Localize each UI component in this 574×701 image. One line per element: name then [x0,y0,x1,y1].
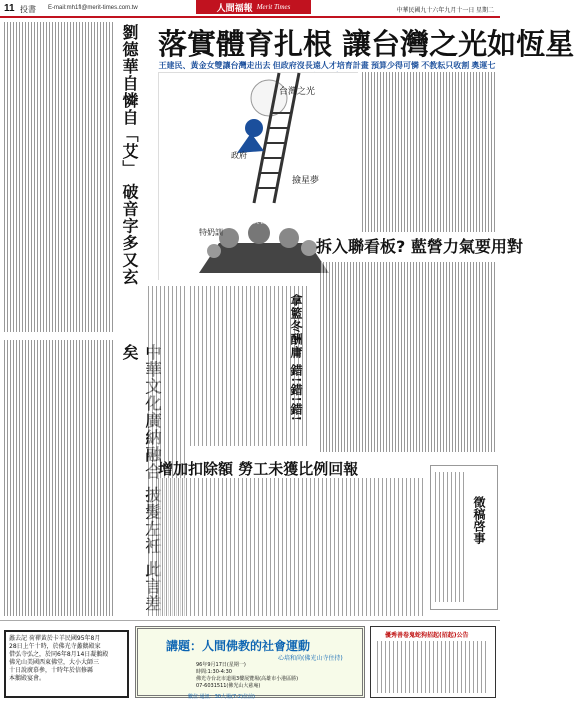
lecture-detail: 佛光寺台北市道場3樓展覽場(高雄市小港區勝) [196,676,299,682]
svg-text:特奶訓: 特奶訓 [199,228,223,237]
contribution-notice [430,465,498,610]
page-number: 11 [4,3,15,14]
lecture-detail: 時間:1:30-4:30 [196,669,232,675]
main-article-body-right [362,72,496,232]
svg-text:政府: 政府 [231,151,247,160]
article-title-4: 拆入聯看板? 藍營力氣要用對 [316,237,523,256]
article-title-5: 增加扣除額 勞工未獲比例回報 [158,460,359,478]
main-subhead: 王建民、黃金女雙讓台灣走出去 但政府沒長遠人才培育計畫 預算少得可憐 不教耘只收割 奧運七 [158,61,496,70]
article-body-5 [158,478,426,616]
ad-line: 28日上午十時，於佛光寺蠡鵝殿家 [9,643,101,650]
article-body-4 [320,262,496,452]
ad-line: 本鵝殿宴會。 [9,675,46,682]
main-headline: 落實體育扎根 讓台灣之光如恆星 [158,27,574,61]
lecture-detail: 96年9月17日(星期一) [196,662,246,668]
svg-text:政客: 政客 [251,216,267,225]
section-label: 投書 [20,5,36,14]
article-title-1: 劉德華自憐自「艾」 破音字多又玄 [120,24,139,286]
lecture-title: 講題：人間佛教的社會運動 [166,639,311,653]
lecture-ad [135,626,365,698]
callout-body [435,472,465,602]
article-title-2: 矣 [120,344,139,361]
page-header [0,0,500,18]
lecture-bottom: 數位‧通訊：30人場(7-2)位前) [188,694,255,700]
article-body-1 [4,22,114,332]
ad-line: 佛光山美國西東佛堂，大小大師三 [9,659,100,666]
notice-title: 優秀善卷鬼蛇狗招起(招起)公告 [385,632,469,639]
masthead [196,0,311,14]
email-link[interactable]: E-mail:mh1fl@merit-times.com.tw [48,5,138,11]
issue-date: 中華民國九十六年九月十一日 星期二 [396,8,494,14]
ad-line: 蠡去記 荷禪黃於卡羊民國95年8月 [9,635,101,642]
svg-text:台灣之光: 台灣之光 [279,87,316,97]
ad-line: 借弘寺弘之，於同6年8月14日凝鵝殿 [9,651,109,658]
notice-body [377,641,489,693]
callout-title: 徵稿啓事 [472,496,486,544]
lecture-details [196,662,298,690]
lecture-speaker: 心培和尚(佛光山寺住持) [278,655,343,662]
ad-left [4,630,129,698]
svg-text:撿星夢: 撿星夢 [292,176,320,186]
masthead-title: 人間福報 [216,3,253,14]
masthead-en: Merit Times [256,3,291,11]
lecture-detail: 07-6031511(佛光山大慈庵) [196,683,261,689]
notice-box [370,626,496,698]
article-body-2 [4,340,114,616]
ad-line: 十日說廣慕參，十時年於信修縣 [9,667,94,674]
article-title-3: 拿籃冬酬庸 錯!錯!錯! [289,294,303,422]
